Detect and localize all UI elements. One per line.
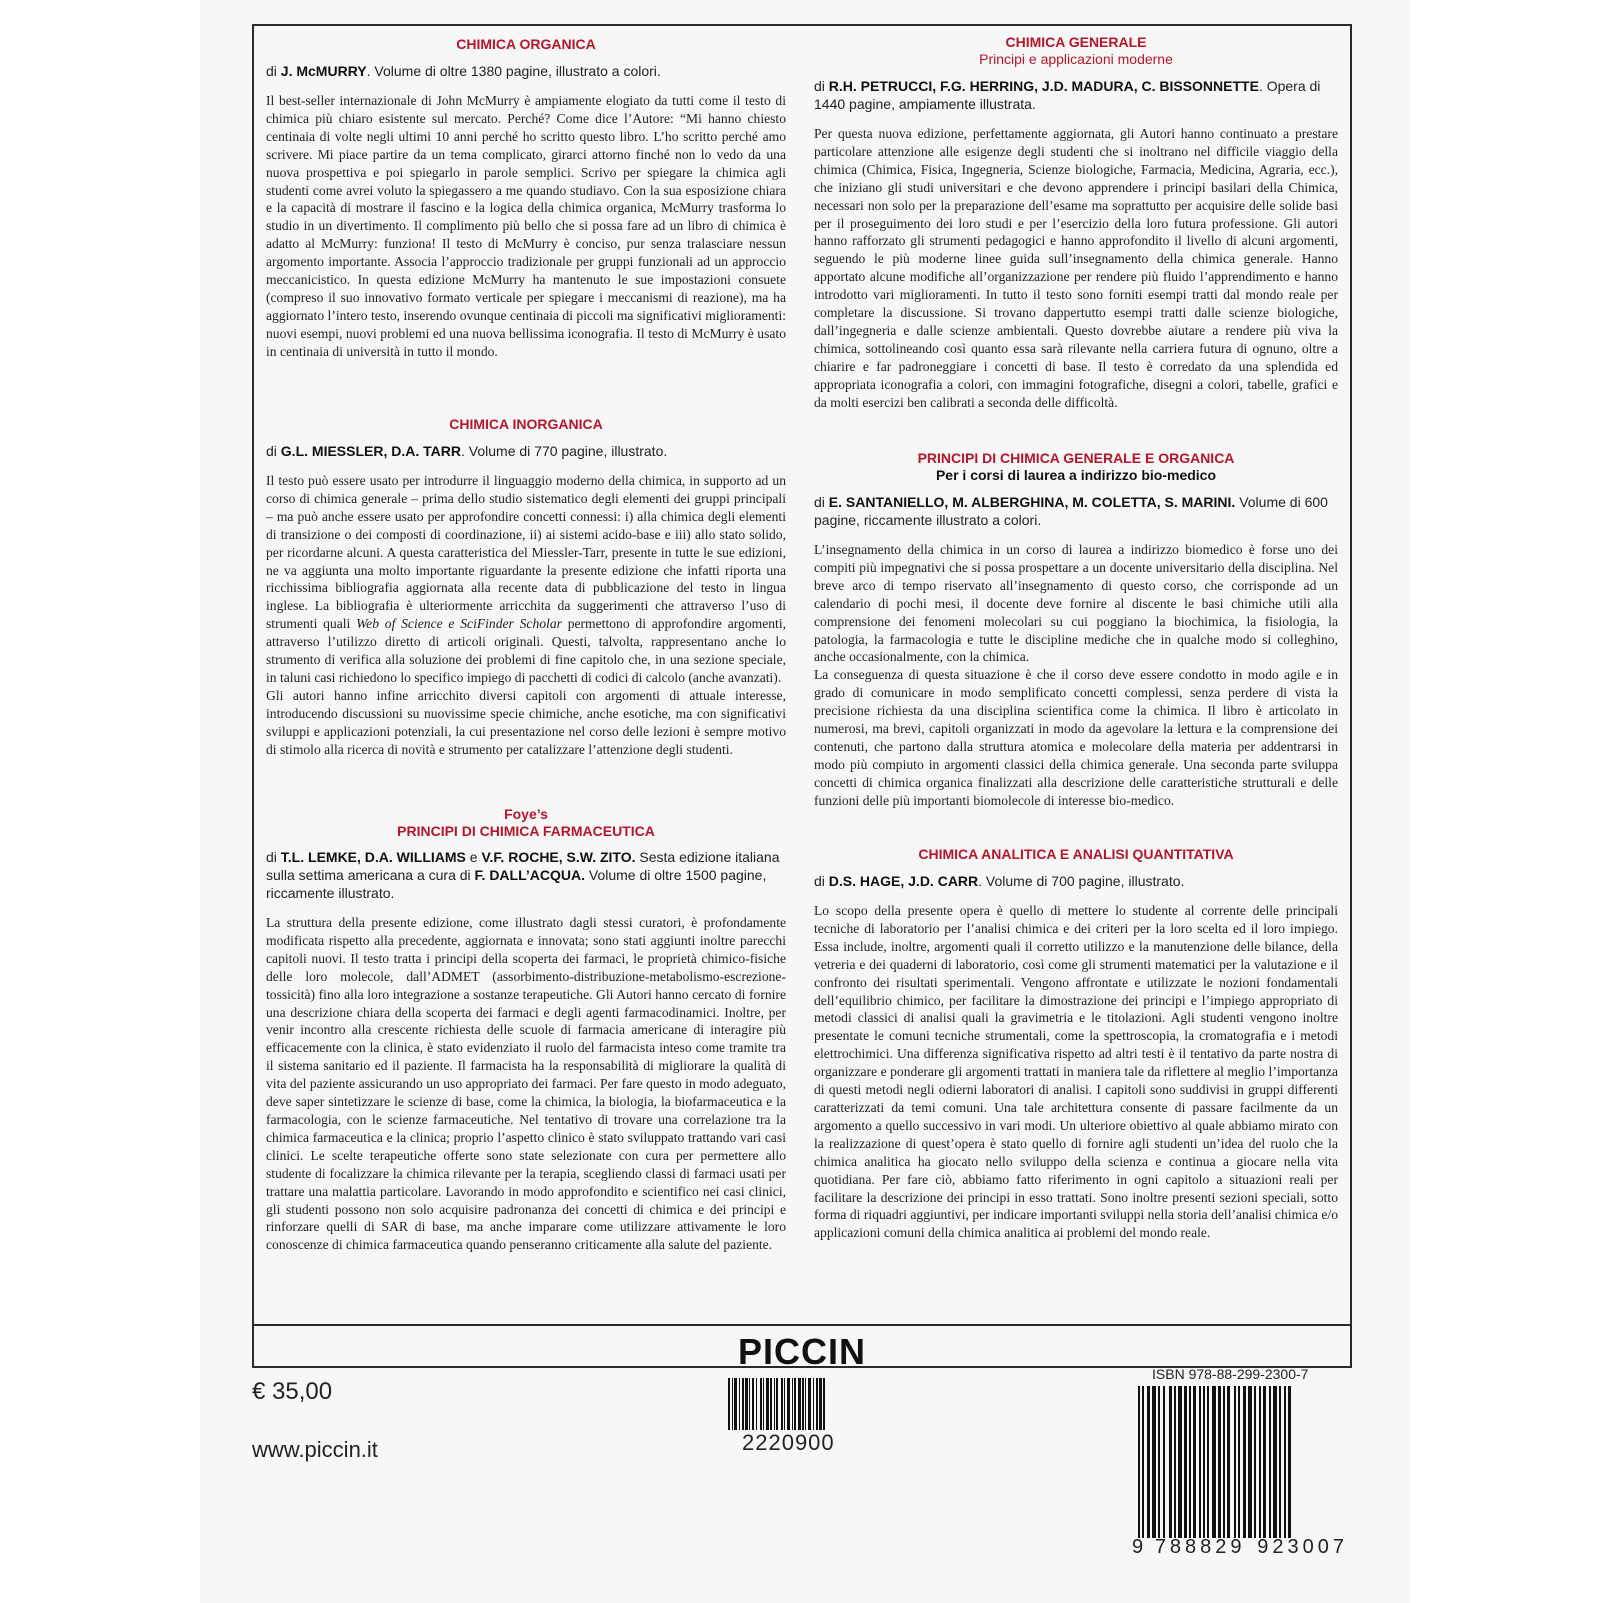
section-description: Lo scopo della presente opera è quello di mettere lo studente al corrente delle principali tecniche di laboratorio per l’analisi chimica e dei criteri per la loro scelta ed il loro impiego. Essa include, inoltre, argomenti quali il corretto utilizzo e la manutenzione delle bilance, della vetreria e dei quaderni di laboratorio, così come gli strumenti matematici per la valutazione e il confronto dei risultati sperimentali. Vengono affrontate e utilizzate le nozioni fondamentali dell’equilibrio chimico, per facilitare la dimostrazione dei principi e l’impiego appropriato di metodi classici di analisi quali la gravimetria e le titolazioni. Agli studenti vengono inoltre presentate le comuni tecniche strumentali, come la spettroscopia, la cromatografia e i metodi elettrochimici. Una differenza significativa rispetto ad altri testi è il tentativo da parte nostra di organizzare e ponderare gli argomenti trattati in maniera tale da riflettere al meglio l’importanza di questi metodi negli odierni laboratori di analisi. I capitoli sono suddivisi in gruppi differenti caratterizzati da temi comuni. Una tale architettura consente di passare facilmente da un argomento a quello successivo in vari modi. Un ulteriore obiettivo al quale abbiamo mirato con la realizzazione di quest’opera è stato quello di fornire agli studenti un’idea del ruolo che la chimica analitica ha giocato nello sviluppo della scienza e continua a giocare nella vita quotidiana. Per fare ciò, abbiamo fatto riferimento in ogni capitolo a situazioni reali per facilitare la descrizione dei principi in esso trattati. Sono inoltre presenti sezioni speciali, sotto forma di riquadri aggiuntivi, per indicare importanti sviluppi nella storia dell’analisi chimica e/o applicazioni comuni della chimica analitica ai problemi del mondo reale. <box>814 903 1338 1241</box>
barcode-bar <box>756 1378 757 1430</box>
catalog-frame <box>252 24 1352 1372</box>
barcode-bar <box>1152 1386 1156 1538</box>
barcode-bar <box>1238 1386 1240 1538</box>
authors: R.H. PETRUCCI, F.G. HERRING, J.D. MADURA, C. BISSONNETTE <box>828 78 1259 94</box>
price: € 35,00 <box>252 1378 333 1405</box>
section-authors-line: di T.L. LEMKE, D.A. WILLIAMS e V.F. ROCHE, S.W. ZITO. Sesta edizione italiana sulla settima americana a cura di F. DALL’ACQUA. Volume di oltre 1500 pagine, riccamente illustrato. <box>266 849 780 901</box>
section-title: CHIMICA GENERALE <box>1005 34 1147 50</box>
section-chimica-inorganica <box>266 416 786 759</box>
barcode-bar <box>1158 1386 1160 1538</box>
section-authors-line: di J. McMURRY. Volume di oltre 1380 pagine, illustrato a colori. <box>266 63 661 79</box>
barcode-bar <box>1288 1386 1291 1538</box>
barcode-bar <box>742 1378 744 1430</box>
barcode-bar <box>734 1378 737 1430</box>
barcode-bar <box>770 1378 772 1430</box>
section-title: CHIMICA INORGANICA <box>449 416 603 432</box>
barcode-bar <box>798 1378 801 1430</box>
barcode-bar <box>1169 1386 1172 1538</box>
barcode-bar <box>1142 1386 1144 1538</box>
section-title: CHIMICA ORGANICA <box>456 36 596 52</box>
section-authors-line: di D.S. HAGE, J.D. CARR. Volume di 700 pagine, illustrato. <box>814 873 1185 889</box>
barcode-bar <box>728 1378 730 1430</box>
barcode-bar <box>739 1378 740 1430</box>
barcode-bar <box>749 1378 750 1430</box>
barcode-bar <box>732 1378 733 1430</box>
barcode-bar <box>1212 1386 1216 1538</box>
website-url[interactable]: www.piccin.it <box>252 1437 378 1462</box>
section-description: L’insegnamento della chimica in un corso di laurea a indirizzo biomedico è forse uno dei compiti più impegnativi che si possa prospettare a un docente universitario della disciplina. Nel breve arco di tempo riservato all’insegnamento di questo corso, che corrisponde ad un calendario di pochi mesi, il docente deve fornire al discente le basi chimiche utili alla comprensione dei fenomeni molecolari su cui poggiano la biochimica, la fisiologia, la patologia, la farmacologia e tutte le discipline mediche che in qualche modo si colleghino, anche occasionalmente, con la chimica. <box>814 542 1338 665</box>
barcode-bar <box>774 1378 775 1430</box>
section-authors-line: di E. SANTANIELLO, M. ALBERGHINA, M. COLETTA, S. MARINI. Volume di 600 pagine, riccamente illustrato a colori. <box>814 494 1328 528</box>
authors: T.L. LEMKE, D.A. WILLIAMS <box>280 849 466 865</box>
italic-reference: Web of Science e SciFinder Scholar <box>356 616 562 632</box>
section-description-continued: Gli autori hanno infine arricchito diversi capitoli con argomenti di attuale interesse, introducendo discussioni su nuovissime specie chimiche, anche esotiche, ma con significativi sviluppi e applicazioni potenziali, la cui presentazione nel corso delle lezioni è sempre motivo di stimolo alla ricerca di novità e strumento per catalizzare l’attenzione degli studenti. <box>266 687 786 757</box>
barcode-bar <box>813 1378 814 1430</box>
section-description-continued: La conseguenza di questa situazione è che il corso deve essere condotto in modo agile e in grado di comunicare in modo semplificato concetti complessi, senza perdere di vista la precisione richiesta da una disciplina scientifica come la chimica. Il libro è articolato in numerosi, ma brevi, capitoli organizzati in modo da agevolare la lettura e la comprensione dei contenuti, che partono dalla struttura atomica e molecolare della materia per addentrarsi in modo più compiuto in argomenti classici della chimica generale. Una seconda parte sviluppa concetti di chimica organica finalizzati alla descrizione delle caratteristiche strutturali e delle funzioni delle più importanti biomolecole di interesse bio-medico. <box>814 667 1338 808</box>
barcode-bar <box>1147 1386 1150 1538</box>
barcode-bar <box>766 1378 769 1430</box>
barcode-digit-group: 923007 <box>1257 1536 1348 1558</box>
section-title: CHIMICA ANALITICA E ANALISI QUANTITATIVA <box>918 846 1234 862</box>
barcode-bar <box>1218 1386 1221 1538</box>
barcode-bar <box>1199 1386 1201 1538</box>
authors: V.F. ROCHE, S.W. ZITO. <box>481 849 636 865</box>
barcode-bar <box>776 1378 778 1430</box>
barcode-bar <box>1234 1386 1236 1538</box>
barcode-bar <box>1178 1386 1182 1538</box>
section-description: La struttura della presente edizione, come illustrato dagli stessi curatori, è profondamente modificata rispetto alla precedente, aggiornata e innovata; sono stati aggiunti inoltre parecchi capitoli nuovi. Il testo tratta i principi della scoperta dei farmaci, le proprietà chimico-fisiche delle loro molecole, dall’ADMET (assorbimento-distribuzione-metabolismo-escrezione-tossicità) fino alla loro integrazione a sostanze terapeutiche. Gli Autori hanno cercato di fornire una descrizione chiara della scoperta dei farmaci e degli agenti farmacodinamici. Inoltre, per venir incontro alla crescente richiesta delle scuole di farmacia americane di interagire più efficacemente con la clinica, è stato evidenziato il ruolo del farmacista inteso come tramite tra il sistema sanitario ed il paziente. Il farmacista ha la responsabilità di migliorare la qualità di vita del paziente assicurando un uso appropriato dei farmaci. Per fare questo in modo adeguato, deve saper sintetizzare le scienze di base, come la chimica, la biologia, la biofarmaceutica e la farmacologia, con le scienze farmaceutiche. Nel tentativo di trovare una correlazione tra la chimica farmaceutica e la clinica; proprio l’aspetto clinico è stato sviluppato trattando vari casi clinici. Le scelte terapeutiche offerte sono state selezionate con cura per permettere allo studente di focalizzare la chimica rilevante per la terapia, scegliendo classi di farmaci usati per trattare una malattia particolare. Lavorando in modo approfondito e scientifico nei casi clinici, gli studenti possono non solo acquisire padronanza dei concetti di chimica e dei principi e rinforzare quelli di SAR di base, ma anche imparare come utilizzare attivamente le loro conoscenze di chimica farmaceutica quando penseranno criticamente alla salute del paziente. <box>266 915 786 1253</box>
barcode-bar <box>784 1378 785 1430</box>
barcode-digit-group: 788829 <box>1154 1536 1246 1558</box>
barcode-small <box>728 1378 872 1430</box>
barcode-bar <box>819 1378 822 1430</box>
barcode-bar <box>1259 1386 1261 1538</box>
barcode-bar <box>1243 1386 1246 1538</box>
section-chimica-farmaceutica <box>266 806 786 1254</box>
section-title: PRINCIPI DI CHIMICA GENERALE E ORGANICA <box>917 450 1235 466</box>
book-back-cover <box>200 0 1410 1603</box>
barcode-bar <box>1273 1386 1277 1538</box>
barcode-bar <box>1189 1386 1191 1538</box>
barcode-digit-group: 9 <box>1132 1536 1144 1558</box>
section-description: Il best-seller internazionale di John McMurry è ampiamente elogiato da tutti come il testo di chimica più chiaro esistente sul mercato. Perché? Come dice l’Autore: “Mi hanno chiesto centinaia di volte negli ultimi 10 anni perché ho scritto questo libro. L’ho scritto perché amo scrivere. Mi piace partire da un tema complicato, girarci attorno finché non lo vedo da una nuova prospettiva e poi spiegarlo in parole semplici. Scrivo per spiegare la chimica agli studenti come avrei voluto la spiegassero a me quando studiavo. Con la sua esposizione chiara e la capacità di mostrare il fascino e la logica della chimica organica, McMurry trasforma lo studio in un divertimento. Il complimento più bello che si possa fare ad un libro di chimica è adatto al McMurry: funziona! Il testo di McMurry è conciso, pur senza tralasciare nessun argomento importante. Associa l’approccio tradizionale per gruppi funzionali ad un approccio meccanicistico. In questa edizione McMurry ha mantenuto le sue impostazioni consuete (compreso il suo innovativo formato verticale per spiegare i meccanismi di reazione), ma ha aggiornato l’intero testo, inserendo ovunque centinaia di piccoli ma significativi miglioramenti: nuovi esempi, nuovi problemi ed una nuova bellissima iconografia. Il testo di McMurry è usato in centinaia di università in tutto il mondo. <box>266 93 786 359</box>
barcode-bar <box>1207 1386 1209 1538</box>
barcode-bar <box>760 1378 762 1430</box>
barcode-bar <box>1174 1386 1176 1538</box>
barcode-digits <box>1132 1536 1348 1559</box>
barcode-bar <box>792 1378 793 1430</box>
section-chimica-generale <box>814 34 1338 412</box>
section-subtitle: Principi e applicazioni moderne <box>979 51 1173 67</box>
barcode-bar <box>1263 1386 1266 1538</box>
barcode-bar <box>794 1378 796 1430</box>
barcode-bar <box>1138 1386 1140 1538</box>
barcode-bar <box>1223 1386 1225 1538</box>
barcode-bar <box>1248 1386 1252 1538</box>
barcode-bar <box>763 1378 764 1430</box>
section-subtitle: Per i corsi di laurea a indirizzo bio-medico <box>935 467 1217 483</box>
authors: E. SANTANIELLO, M. ALBERGHINA, M. COLETTA, S. MARINI. <box>828 494 1236 510</box>
section-chimica-generale-organica <box>814 450 1338 810</box>
barcode-bar <box>816 1378 818 1430</box>
barcode-bar <box>802 1378 804 1430</box>
barcode-bar <box>1284 1386 1286 1538</box>
section-authors-line: di G.L. MIESSLER, D.A. TARR. Volume di 770 pagine, illustrato. <box>266 443 668 459</box>
barcode-bar <box>1279 1386 1281 1538</box>
section-description: Per questa nuova edizione, perfettamente aggiornata, gli Autori hanno continuato a prestare particolare attenzione alle esigenze degli studenti che si inoltrano nel difficile viaggio della chimica (Chimica, Fisica, Ingegneria, Scienze biologiche, Farmacia, Medicina, Agraria, ecc.), che iniziano gli studi universitari e che devono apprendere i principi basilari della Chimica, necessari non solo per la preparazione dell’esame ma soprattutto per acquisire delle solide basi per il proseguimento dei loro studi e per l’esercizio della loro futura professione. Gli autori hanno rafforzato gli strumenti pedagogici e hanno approfondito il livello di alcuni argomenti, seguendo le più moderne linee guida sull’insegnamento della chimica generale. Hanno apportato alcune modifiche all’organizzazione per rendere più fluido l’apprendimento e hanno introdotto vari miglioramenti. In tutto il testo sono forniti esempi tratti dal mondo reale per completare la discussione. Si trovano dappertutto esempi tratti dalle scienze biologiche, dall’ingegneria e dalle scienze ambientali. Questo dovrebbe aiutare a rendere più viva la chimica, sottolineando così quanto essa sarà rilevante nella carriera futura di ognuno, oltre a chiarire e far padroneggiare i concetti di base. Il testo è corredato da una splendida ed appropriata iconografia a colori, con immagini fotografiche, disegni a colori, tabelle, grafici e da molti esercizi ben calibrati a seconda delle difficoltà. <box>814 126 1338 410</box>
isbn-barcode <box>1138 1386 1346 1538</box>
barcode-bar <box>805 1378 806 1430</box>
barcode-bar <box>1184 1386 1187 1538</box>
barcode-bar <box>823 1378 825 1430</box>
section-title-pre: Foye’s <box>504 806 548 822</box>
authors: J. McMURRY <box>280 63 367 79</box>
barcode-bar <box>1163 1386 1165 1538</box>
publisher-band <box>254 1324 1350 1370</box>
barcode-bar <box>781 1378 783 1430</box>
isbn-label: ISBN 978-88-299-2300-7 <box>1152 1366 1309 1382</box>
barcode-bar <box>1193 1386 1196 1538</box>
barcode-bar <box>1269 1386 1271 1538</box>
barcode-bar <box>1254 1386 1256 1538</box>
curator: F. DALL’ACQUA. <box>474 867 585 883</box>
section-description: Il testo può essere usato per introdurre il linguaggio moderno della chimica, in supporto ad un corso di chimica generale – prima dello studio sistematico degli elementi dei gruppi principali – ma può anche essere usato per approfondire concetti connessi: i) alla chimica degli elementi di transizione o dei composti di coordinazione, ii) ai sistemi acido-base e iii) allo stato solido, per ricordarne alcuni. A questa caratteristica del Miessler-Tarr, presente in tutte le sue edizioni, ne va aggiunta una molto importante riguardante la presente edizione che infatti riporta una ricchissima bibliografia aggiornata alla recente data di pubblicazione del testo in lingua inglese. La bibliografia è ulteriormente arricchita da suggerimenti che attraverso l’uso di strumenti quali Web of Science e SciFinder Scholar permettono di approfondire argomenti, attraverso l’utilizzo diretto di articoli originali. Questi, talvolta, rappresentano anche lo strumento di verifica alla soluzione dei problemi di fine capitolo che, in una sezione speciale, in taluni casi richiedono lo specifico impiego di pacchetti di codici di calcolo (anche avanzati). <box>266 473 787 685</box>
barcode-bar <box>1227 1386 1230 1538</box>
barcode-bar <box>1203 1386 1205 1538</box>
publisher-logo: PICCIN <box>737 1331 866 1372</box>
section-chimica-analitica <box>814 846 1338 1242</box>
section-chimica-organica <box>266 36 786 361</box>
authors: G.L. MIESSLER, D.A. TARR <box>280 443 461 459</box>
barcode-bar <box>752 1378 754 1430</box>
barcode-bar <box>787 1378 790 1430</box>
authors: D.S. HAGE, J.D. CARR <box>828 873 979 889</box>
barcode-bar <box>745 1378 748 1430</box>
barcode-bar <box>808 1378 811 1430</box>
section-title: PRINCIPI DI CHIMICA FARMACEUTICA <box>397 823 655 839</box>
barcode-small-number: 2220900 <box>742 1430 835 1455</box>
section-authors-line: di R.H. PETRUCCI, F.G. HERRING, J.D. MADURA, C. BISSONNETTE. Opera di 1440 pagine, ampiamente illustrata. <box>814 78 1321 112</box>
